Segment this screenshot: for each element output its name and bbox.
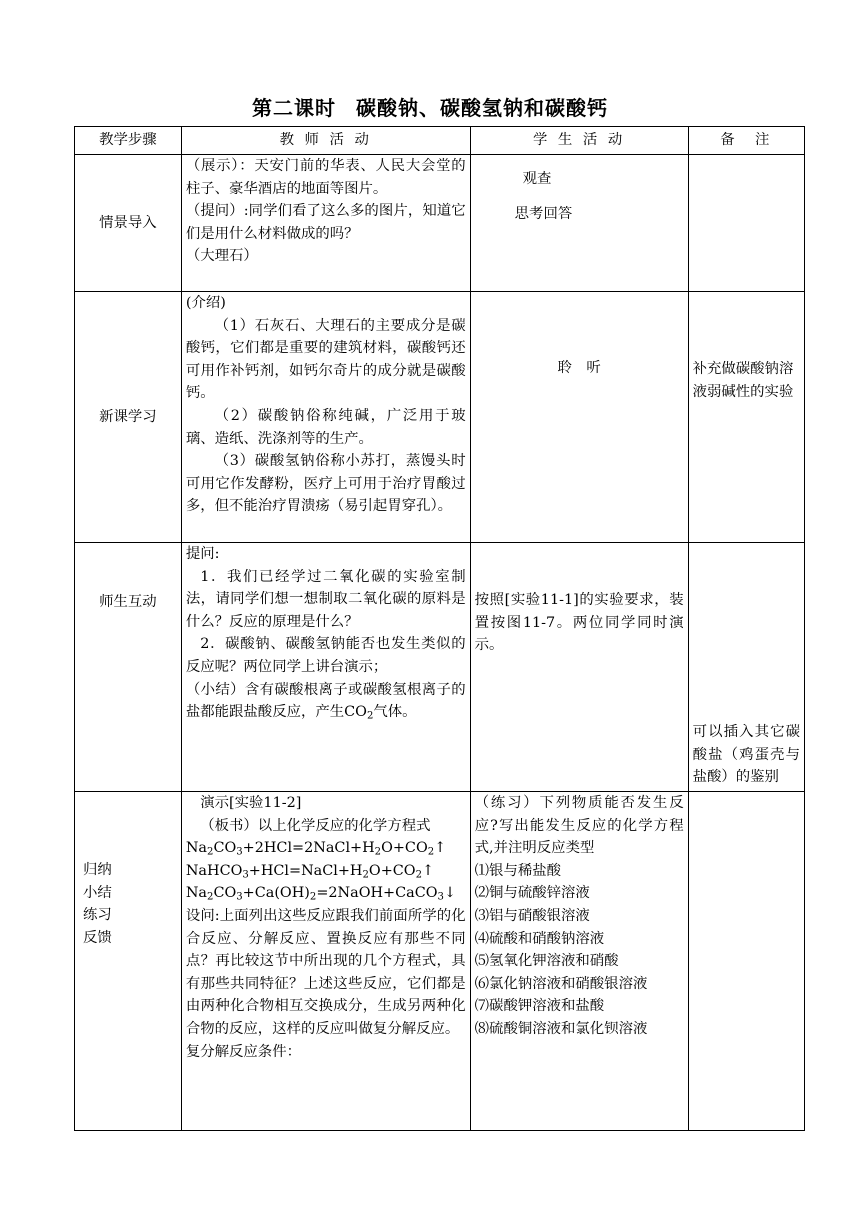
note-cell [688, 543, 804, 792]
student-cell [470, 543, 688, 792]
note-cell [688, 155, 804, 292]
student-text: 按照[实验11-1]的实验要求，装置按图11-7。两位同学同时演示。 [474, 592, 684, 654]
teacher-cell [181, 543, 470, 792]
step-line: 练习 [83, 907, 112, 924]
student-cell: 聆 听 [470, 292, 688, 543]
teacher-text: 复分解反应条件： [185, 1043, 301, 1060]
step-cell: 新课学习 [75, 292, 182, 543]
teacher-cell [181, 292, 470, 543]
teacher-cell [181, 155, 470, 292]
page-title [0, 92, 860, 121]
teacher-text: 2．碳酸钠、碳酸氢钠能否也发生类似的反应呢？两位同学上讲台演示； [185, 636, 466, 675]
student-cell [470, 792, 688, 1131]
teacher-text: （展示）：天安门前的华表、人民大会堂的柱子、豪华酒店的地面等图片。 [185, 158, 466, 197]
equation-2: $NaHCO_3+HCl=NaCl+H_2O+CO_2↑$ [185, 862, 435, 881]
step-cell [75, 792, 182, 1131]
lesson-topic: 碳酸钠、碳酸氢钠和碳酸钙 [356, 96, 608, 120]
equation-3: $Na_2CO_3+Ca(OH)_2=2NaOH+CaCO_3↓$ [185, 885, 457, 903]
teacher-cell [181, 792, 470, 1131]
step-line: 归纳 [83, 862, 112, 878]
equation-1: $Na_2CO_3+2HCl=2NaCl+H_2O+CO_2↑$ [185, 840, 447, 858]
teacher-text: (介绍) [185, 295, 226, 311]
header-note: 备 注 [688, 127, 804, 155]
lesson-label: 第二课时 [252, 96, 336, 120]
exercise-item: ⑶铝与硝酸银溶液 [474, 907, 590, 924]
teacher-text: 演示[实验11-2] [200, 795, 302, 811]
lesson-plan-table [74, 126, 805, 1131]
teacher-text: （3）碳酸氢钠俗称小苏打，蒸馒头时可用它作发酵粉，医疗上可用于治疗胃酸过多，但不能治疗胃溃疡（易引起胃穿孔）。 [185, 453, 466, 515]
exercise-item: ⑹氯化钠溶液和硝酸银溶液 [474, 975, 648, 992]
step-cell: 师生互动 [75, 543, 182, 792]
exercise-item: ⑵铜与硫酸锌溶液 [474, 885, 590, 902]
header-student: 学 生 活 动 [470, 127, 688, 155]
student-text: （练习）下列物质能否发生反应?写出能发生反应的化学方程式,并注明反应类型 [474, 795, 684, 857]
teacher-text: 提问: [185, 546, 220, 562]
teacher-text: （1）石灰石、大理石的主要成分是碳酸钙，它们都是重要的建筑材料，碳酸钙还可用作补钙剂，如钙尔奇片的成分就是碳酸钙。 [185, 317, 466, 402]
exercise-item: ⑻硫酸铜溶液和氯化钡溶液 [474, 1020, 648, 1037]
teacher-text: 1．我们已经学过二氧化碳的实验室制法，请同学们想一想制取二氧化碳的原料是什么？反应的原理是什么？ [185, 568, 466, 630]
header-teacher: 教 师 活 动 [181, 127, 470, 155]
note-text: 可以插入其它碳酸盐（鸡蛋壳与盐酸）的鉴别 [692, 724, 800, 786]
exercise-item: ⑺碳酸钾溶液和盐酸 [474, 998, 605, 1015]
teacher-text: 设问:上面列出这些反应跟我们前面所学的化合反应、分解反应、置换反应有那些不同点？再比较这节中所出现的几个方程式，具有那些共同特征？上述这些反应，它们都是由两种化合物相互交换成分，生成另两种化合物的反应，这样的反应叫做复分解反应。 [185, 907, 466, 1037]
teacher-text: （2）碳酸钠俗称纯碱，广泛用于玻璃、造纸、洗涤剂等的生产。 [185, 407, 466, 447]
teacher-summary: （小结）含有碳酸根离子或碳酸氢根离子的盐都能跟盐酸反应，产生$CO_2$气体。 [185, 681, 466, 722]
table-row [75, 543, 805, 792]
table-row [75, 292, 805, 543]
step-line: 反馈 [83, 929, 112, 946]
exercise-item: ⑸氢氧化钾溶液和硝酸 [474, 953, 619, 970]
teacher-text: （大理石） [185, 248, 258, 265]
table-row [75, 155, 805, 292]
teacher-text: （板书）以上化学反应的化学方程式 [200, 817, 431, 834]
note-cell: 补充做碳酸钠溶液弱碱性的实验 [688, 292, 804, 543]
exercise-item: ⑷硫酸和硝酸钠溶液 [474, 930, 605, 947]
step-line: 小结 [83, 884, 112, 901]
note-cell [688, 792, 804, 1131]
student-cell [470, 155, 688, 292]
step-cell: 情景导入 [75, 155, 182, 292]
student-text: 观查 [522, 171, 552, 187]
header-step: 教学步骤 [75, 127, 182, 155]
exercise-item: ⑴银与稀盐酸 [474, 862, 562, 879]
teacher-text: （提问）:同学们看了这么多的图片，知道它们是用什么材料做成的吗？ [185, 203, 466, 242]
table-row [75, 792, 805, 1131]
table-header-row [75, 127, 805, 155]
student-text: 思考回答 [514, 206, 573, 222]
